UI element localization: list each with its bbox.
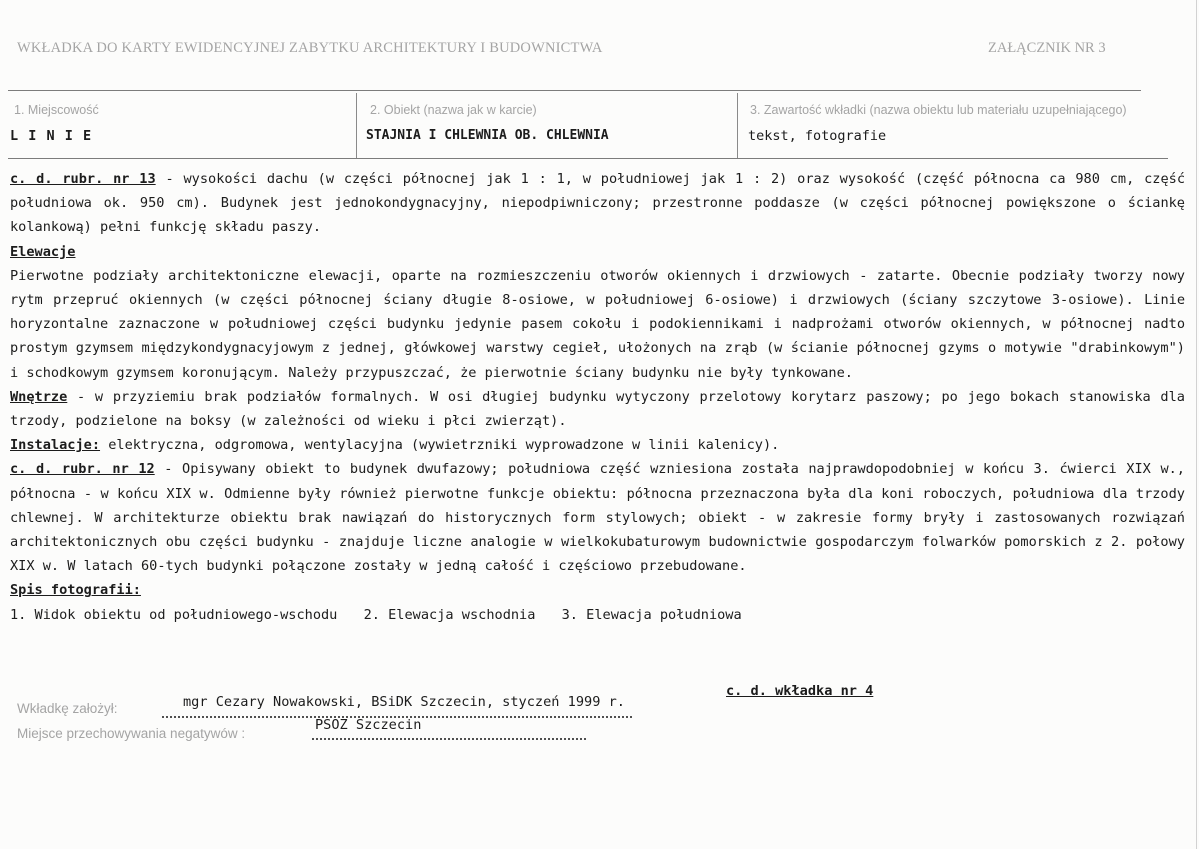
annex-number: ZAŁĄCZNIK NR 3 <box>988 40 1106 56</box>
place-value: L I N I E <box>10 128 93 144</box>
column-divider-1 <box>356 93 357 159</box>
rubr-13-text: - wysokości dachu (w części północnej jak 1 : 1, w południowej jak 1 : 2) oraz wysokość (część północna ca 980 cm, część południowa ok. 950 cm). Budynek jest jednokondygnacyjny, niepodpiwniczony; przestronne poddasze (w części północnej powiększone o ściankę kolankową) pełni funkcję składu paszy. <box>10 171 1186 236</box>
photo-item: 3. Elewacja południowa <box>561 606 742 623</box>
heading-photos <box>10 578 1185 602</box>
photo-item: 2. Elewacja wschodnia <box>363 606 536 623</box>
rubr-12-text: - Opisywany obiekt to budynek dwufazowy; południowa część wzniesiona została najprawdopodobniej w końcu 3. ćwierci XIX w., północna - w końcu XIX w. Odmienne były również pierwotne funkcje obiektu: północna przeznaczona była dla koni roboczych, południowa dla trzody chlewnej. W architekturze obiektu brak nawiązań do historycznych form stylowych; obiekt - w zakresie formy bryły i zastosowanych rozwiązań architektonicznych obu części budynku - znajduje liczne analogie w wielkokubaturowym budownictwie gospodarczym folwarków pomorskich z 2. połowy XIX w. W latach 60-tych budynki połączone zostały w jedną całość i częściowo przebudowane. <box>10 461 1185 575</box>
photo-item: 1. Widok obiektu od południowego-wschodu <box>10 606 338 623</box>
wnetrze-heading: Wnętrze <box>10 388 68 405</box>
negatives-label: Miejsce przechowywania negatywów : <box>17 726 246 741</box>
reference-rubr-13: c. d. rubr. nr 13 <box>10 171 156 187</box>
paragraph-wnetrze <box>10 385 1185 433</box>
object-label: 2. Obiekt (nazwa jak w karcie) <box>370 103 537 117</box>
instalacje-text: elektryczna, odgromowa, wentylacyjna (wywietrzniki wyprowadzone w linii kalenicy). <box>100 437 780 454</box>
paragraph-instalacje <box>10 433 1185 457</box>
paragraph-rubr-12 <box>10 457 1185 578</box>
paragraph-elewacje: Pierwotne podziały architektoniczne elewacji, oparte na rozmieszczeniu otworów okiennych i drzwiowych - zatarte. Obecnie podziały tworzy nowy rytm przepruć okiennych (w części północnej ściany długie 8-osiowe, w południowej 6-osiowe) i drzwiowych (ściany szczytowe 3-osiowe). Linie horyzontalne zaznaczone w południowej części budynku jedynie pasem cokołu i podokiennikami i nadprożami otworów okiennych, w północnej nadto prostym gzymsem międzykondygnacyjowym z jednej, główkowej warstwy cegieł, ułożonych na zrąb (w ścianie północnej gzyms o motywie "drabinkowym") i schodkowym gzymsem koronującym. Należy przypuszczać, że pierwotnie ściany budynku nie były tynkowane. <box>10 267 1185 381</box>
heading-elewacje <box>10 240 1185 264</box>
page-edge <box>1196 0 1197 849</box>
elewacje-heading: Elewacje <box>10 243 76 260</box>
fields-rule <box>8 158 1168 159</box>
place-label: 1. Miejscowość <box>14 103 99 117</box>
header-rule <box>8 90 1141 91</box>
paragraph-rubr-13 <box>10 167 1185 240</box>
continuation-ref: c. d. wkładka nr 4 <box>726 683 874 699</box>
description-body <box>10 167 1185 627</box>
wnetrze-text: - w przyziemiu brak podziałów formalnych. W osi długiej budynku wytyczony przelotowy korytarz paszowy; po jego bokach stanowiska dla trzody, podzielone na boksy (w zależności od wieku i płci zwierząt). <box>10 388 1185 430</box>
object-value: STAJNIA I CHLEWNIA OB. CHLEWNIA <box>366 128 609 143</box>
author-label: Wkładkę założył: <box>17 701 118 716</box>
contents-label: 3. Zawartość wkładki (nazwa obiektu lub materiału uzupełniającego) <box>750 103 1127 117</box>
column-divider-2 <box>737 93 738 159</box>
photo-list <box>10 603 1185 627</box>
contents-value: tekst, fotografie <box>748 128 887 144</box>
form-title: WKŁADKA DO KARTY EWIDENCYJNEJ ZABYTKU ARCHITEKTURY I BUDOWNICTWA <box>17 40 603 56</box>
photos-heading: Spis fotografii: <box>10 582 141 599</box>
negatives-dotted-line <box>312 738 586 740</box>
instalacje-heading: Instalacje: <box>10 437 101 454</box>
reference-rubr-12: c. d. rubr. nr 12 <box>10 461 155 478</box>
negatives-value: PSOZ Szczecin <box>315 717 422 733</box>
author-value: mgr Cezary Nowakowski, BSiDK Szczecin, styczeń 1999 r. <box>183 694 625 710</box>
